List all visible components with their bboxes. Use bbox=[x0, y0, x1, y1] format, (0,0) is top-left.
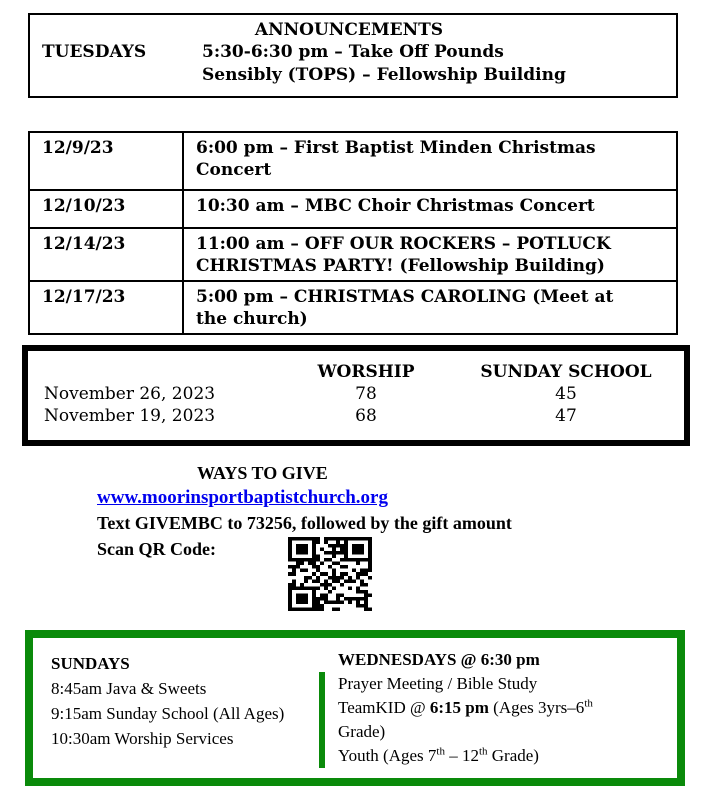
wednesday-schedule-item-youth bbox=[338, 744, 644, 768]
ordinal-suffix: th bbox=[436, 745, 445, 758]
event-date: 12/10/23 bbox=[29, 190, 183, 228]
table-row bbox=[29, 190, 677, 228]
event-description-cell bbox=[183, 281, 677, 334]
table-row bbox=[29, 228, 677, 281]
attendance-box bbox=[22, 345, 690, 446]
attendance-column-sunday-school: SUNDAY SCHOOL bbox=[480, 362, 652, 382]
table-row bbox=[29, 281, 677, 334]
teamkid-time: 6:15 pm bbox=[429, 698, 489, 717]
church-website-link[interactable]: www.moorinsportbaptistchurch.org bbox=[97, 487, 388, 508]
sundays-column bbox=[51, 648, 319, 768]
ways-to-give-title: WAYS TO GIVE bbox=[197, 463, 328, 483]
event-description-cell bbox=[183, 190, 677, 228]
wednesday-schedule-item: Prayer Meeting / Bible Study bbox=[338, 674, 538, 693]
teamkid-text: Grade) bbox=[338, 722, 386, 741]
announcements-title: ANNOUNCEMENTS bbox=[254, 20, 444, 40]
ways-to-give-section bbox=[97, 462, 707, 611]
attendance-date: November 26, 2023 bbox=[44, 384, 216, 404]
event-description-cell bbox=[183, 132, 677, 190]
event-description-cell bbox=[183, 228, 677, 281]
wednesdays-column bbox=[338, 648, 644, 768]
attendance-head-spacer bbox=[28, 361, 286, 383]
announcements-detail bbox=[202, 41, 566, 87]
event-date: 12/14/23 bbox=[29, 228, 183, 281]
teamkid-text: (Ages 3yrs–6 bbox=[488, 698, 585, 717]
attendance-sunday-school-count: 47 bbox=[555, 406, 577, 426]
attendance-worship-count: 68 bbox=[355, 406, 377, 426]
announcements-day-label: TUESDAYS bbox=[42, 42, 147, 62]
wednesdays-title: WEDNESDAYS @ 6:30 pm bbox=[338, 650, 540, 669]
event-description: 6:00 pm – First Baptist Minden Christmas Concert bbox=[196, 138, 596, 180]
event-description: 11:00 am – OFF OUR ROCKERS – POTLUCK CHRISTMAS PARTY! (Fellowship Building) bbox=[196, 234, 611, 276]
text-to-give-instruction: Text GIVEMBC to 73256, followed by the gift amount bbox=[97, 513, 512, 533]
sunday-schedule-item: 9:15am Sunday School (All Ages) bbox=[51, 704, 285, 723]
sundays-title: SUNDAYS bbox=[51, 654, 130, 673]
weekly-schedule-box bbox=[25, 630, 685, 786]
event-date: 12/17/23 bbox=[29, 281, 183, 334]
youth-text: – 12 bbox=[444, 746, 479, 765]
wednesday-schedule-item-teamkid bbox=[338, 696, 644, 744]
attendance-sunday-school-count: 45 bbox=[555, 384, 577, 404]
youth-text: Grade) bbox=[487, 746, 539, 765]
attendance-column-worship: WORSHIP bbox=[317, 362, 415, 382]
event-date: 12/9/23 bbox=[29, 132, 183, 190]
ordinal-suffix: th bbox=[478, 745, 488, 758]
sunday-schedule-item: 10:30am Worship Services bbox=[51, 729, 234, 748]
announcements-detail-line: 5:30-6:30 pm – Take Off Pounds bbox=[202, 42, 504, 62]
ordinal-suffix: th bbox=[584, 697, 593, 710]
youth-text: Youth (Ages 7 bbox=[338, 746, 437, 765]
teamkid-text: TeamKID @ bbox=[338, 698, 430, 717]
table-row bbox=[29, 132, 677, 190]
announcements-box bbox=[28, 13, 678, 98]
event-description: 10:30 am – MBC Choir Christmas Concert bbox=[196, 196, 595, 216]
event-description: 5:00 pm – CHRISTMAS CAROLING (Meet at the church) bbox=[196, 287, 614, 329]
green-divider bbox=[319, 672, 325, 768]
qr-code bbox=[288, 537, 372, 611]
attendance-date: November 19, 2023 bbox=[44, 406, 216, 426]
scan-qr-label: Scan QR Code: bbox=[97, 539, 217, 559]
attendance-worship-count: 78 bbox=[355, 384, 377, 404]
announcements-detail-line: Sensibly (TOPS) – Fellowship Building bbox=[202, 65, 566, 85]
sunday-schedule-item: 8:45am Java & Sweets bbox=[51, 679, 207, 698]
events-table bbox=[28, 131, 678, 335]
